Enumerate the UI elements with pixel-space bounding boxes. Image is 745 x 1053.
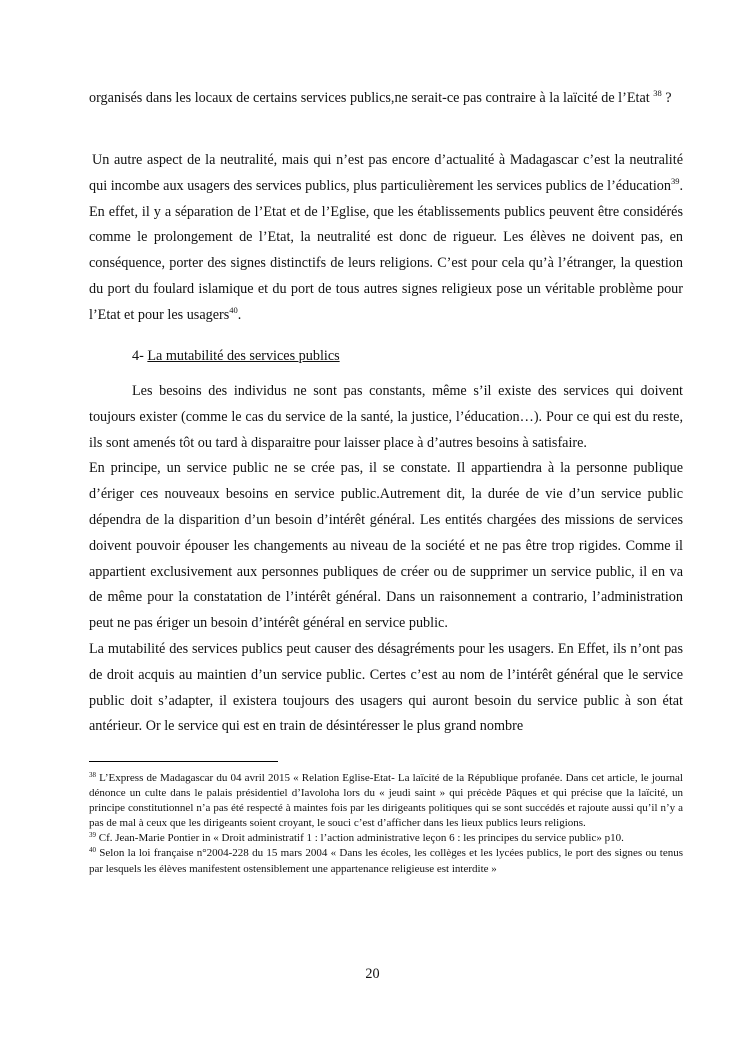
footnote-ref-38[interactable]: 38 — [653, 88, 662, 98]
paragraph-text: organisés dans les locaux de certains services publics,ne serait-ce pas contraire à la laïcité de l’Etat — [89, 90, 650, 106]
paragraph-principe: En principe, un service public ne se crée pas, il se constate. Il appartiendra à la personne publique d’ériger ces nouveaux besoins en service public.Autrement dit, la durée de vie d’un service public dépendra de la disparition d’un besoin d’intérêt général. Les entités chargées des missions de services doivent pouvoir épouser les changements au niveau de la société et ne pas être trop rigides. Comme il appartient exclusivement aux personnes publiques de créer ou de supprimer un service public, il en va de même pour la constatation de l’intérêt général. Dans un raisonnement a contrario, l’administration peut ne pas ériger un besoin d’intérêt général en service public. — [89, 460, 683, 632]
footnote-text: L’Express de Madagascar du 04 avril 2015 « Relation Eglise-Etat- La laïcité de la République profanée. Dans cet article, le journal dénonce un culte dans le palais présidentiel d’Iavoloha lors du « jeudi saint » qui précède Pâques et qui précise que la laïcité, un principe constitutionnel n’a pas été respecté à maintes fois par les dirigeants politiques qui se sont succédés et rajoute aussi qu’il n’y a pas de mal à ceux que les dirigeants soient croyant, le souci c’est d’afficher dans les lieux publics leurs religions. — [89, 772, 683, 830]
paragraph-tail: ? — [661, 90, 672, 106]
page-number: 20 — [365, 966, 380, 982]
footnote-ref-40[interactable]: 40 — [229, 304, 238, 315]
footnote-ref-39[interactable]: 39 — [670, 175, 680, 186]
paragraph-neutralite-usagers — [89, 148, 683, 329]
paragraph-tail: . — [237, 306, 242, 323]
section-number: 4- — [132, 348, 144, 364]
footnote-separator — [89, 761, 278, 762]
footnote-number: 40 — [89, 846, 96, 855]
section-heading — [132, 344, 532, 370]
footnote-40 — [89, 846, 683, 876]
paragraph-besoins: Les besoins des individus ne sont pas constants, même s’il existe des services qui doivent toujours exister (comme le cas du service de la santé, la justice, l’éducation…). Pour ce qui est du reste, ils sont amenés tôt ou tard à disparaitre pour laisser place à d’autres besoins à satisfaire. — [89, 383, 683, 451]
paragraph-text-part2: . En effet, il y a séparation de l’Etat et de l’Eglise, que les établissements publics peuvent être considérés comme le prolongement de l’Etat, la neutralité est donc de rigueur. Les élèves ne doivent pas, en conséquence, porter des signes distinctifs de leurs religions. C’est pour cela qu’à l’étranger, la question du port du foulard islamique et du port de tous autres signes religieux pose un véritable problème pour l’Etat et pour les usagers — [89, 177, 683, 323]
footnote-number: 39 — [89, 831, 96, 840]
footnote-39 — [89, 831, 683, 846]
footnote-number: 38 — [89, 771, 96, 779]
footnote-text: Selon la loi française n°2004-228 du 15 mars 2004 « Dans les écoles, les collèges et les lycées publics, le port des signes ou tenus par lesquels les élèves manifestent ostensiblement une appartenance religieuse est interdite » — [89, 847, 683, 875]
paragraph-desagrements: La mutabilité des services publics peut causer des désagréments pour les usagers. En Effet, ils n’ont pas de droit acquis au maintien d’un service public. Certes c’est au nom de l’intérêt général que le service public doit s’adapter, il existera toujours des usagers qui auront besoin du service public à son état antérieur. Or le service qui est en train de désintéresser le plus grand nombre — [89, 640, 683, 735]
footnote-38 — [89, 771, 683, 831]
footnote-text: Cf. Jean-Marie Pontier in « Droit administratif 1 : l’action administrative leçon 6 : les principes du service public» p10. — [96, 832, 624, 845]
paragraph-laicite-question — [89, 86, 683, 112]
paragraph-text-part1: Un autre aspect de la neutralité, mais qui n’est pas encore d’actualité à Madagascar c’est la neutralité qui incombe aux usagers des services publics, plus particulièrement les services publics de l’éducation — [89, 152, 683, 194]
footnotes — [89, 771, 683, 877]
section-body — [89, 379, 683, 740]
section-title: La mutabilité des services publics — [147, 348, 340, 364]
